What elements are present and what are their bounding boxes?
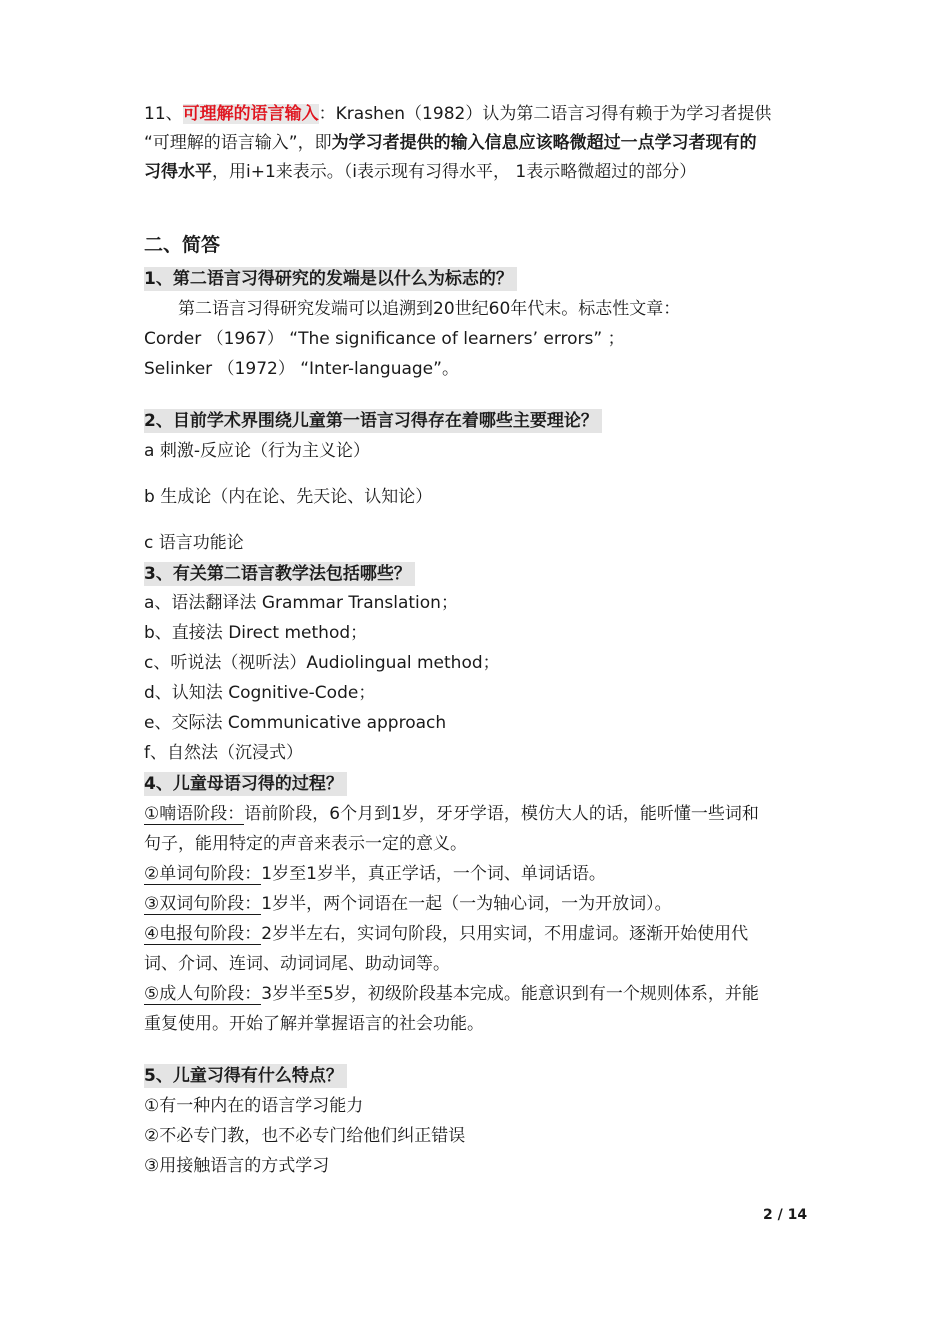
q4-stage4-line2: 词、介词、连词、动词词尾、助动词等。 <box>144 954 450 974</box>
q3-item: c、听说法（视听法）Audiolingual method； <box>144 653 500 673</box>
item11-term: 可理解的语言输入 <box>182 104 319 124</box>
q5-item: ③用接触语言的方式学习 <box>144 1156 330 1176</box>
q4-stage4-text: 2岁半左右，实词句阶段，只用实词，不用虚词。逐渐开始使用代 <box>261 924 749 944</box>
item11-line3-rest: ，用i+1来表示。（i表示现有习得水平， 1表示略微超过的部分） <box>212 162 697 182</box>
section-title: 二、简答 <box>144 234 221 256</box>
q2-item: a 刺激-反应论（行为主义论） <box>144 441 370 461</box>
item11-line3 <box>144 161 696 183</box>
q3-item: b、直接法 Direct method； <box>144 623 368 643</box>
q4-stage1-text: 语前阶段，6个月到1岁，牙牙学语，模仿大人的话，能听懂一些词和 <box>244 804 759 824</box>
q2-item: c 语言功能论 <box>144 533 244 553</box>
q3-item: a、语法翻译法 Grammar Translation； <box>144 593 458 613</box>
item11-line1-text: Krashen（1982）认为第二语言习得有赖于为学习者提供 <box>335 104 772 124</box>
q4-stage2-text: 1岁至1岁半，真正学话，一个词、单词话语。 <box>261 864 606 884</box>
q5-item: ①有一种内在的语言学习能力 <box>144 1096 364 1116</box>
q3-item: d、认知法 Cognitive-Code； <box>144 683 376 703</box>
q5-item: ②不必专门教，也不必专门给他们纠正错误 <box>144 1126 466 1146</box>
q1-line: 第二语言习得研究发端可以追溯到20世纪60年代末。标志性文章： <box>178 299 681 319</box>
q4-stage4-line1 <box>144 923 748 945</box>
item11-line2-bold: 为学习者提供的输入信息应该略微超过一点学习者现有的 <box>331 133 757 153</box>
q4-stage2-line1 <box>144 863 606 885</box>
q4-stage1-line2: 句子，能用特定的声音来表示一定的意义。 <box>144 834 467 854</box>
item11-line2 <box>144 132 757 154</box>
q4-stage4-label: ④电报句阶段： <box>144 924 262 944</box>
q2-item: b 生成论（内在论、先天论、认知论） <box>144 487 433 507</box>
q2-heading: 2、目前学术界围绕儿童第一语言习得存在着哪些主要理论？ <box>144 409 602 433</box>
q4-stage1-line1 <box>144 803 759 825</box>
q4-stage5-line1 <box>144 983 759 1005</box>
q4-stage3-line1 <box>144 893 672 915</box>
q4-stage2-label: ②单词句阶段： <box>144 864 262 884</box>
q4-stage5-label: ⑤成人句阶段： <box>144 984 262 1004</box>
q3-item: e、交际法 Communicative approach <box>144 713 447 733</box>
q4-stage3-text: 1岁半，两个词语在一起（一为轴心词，一为开放词）。 <box>261 894 672 914</box>
q1-heading: 1、第二语言习得研究的发端是以什么为标志的？ <box>144 267 517 291</box>
q4-stage1-label: ①喃语阶段： <box>144 804 245 824</box>
q5-heading: 5、儿童习得有什么特点？ <box>144 1064 347 1088</box>
q1-line: Selinker （1972） “Inter-language”。 <box>144 359 459 379</box>
item11-line1 <box>144 103 771 125</box>
q1-line: Corder （1967） “The significance of learners’ errors” ； <box>144 329 625 349</box>
q3-item: f、自然法（沉浸式） <box>144 743 303 763</box>
item11-colon: ： <box>318 104 336 124</box>
q4-heading: 4、儿童母语习得的过程？ <box>144 772 347 796</box>
q4-stage5-text: 3岁半至5岁，初级阶段基本完成。能意识到有一个规则体系，并能 <box>261 984 759 1004</box>
q3-heading: 3、有关第二语言教学法包括哪些？ <box>144 562 415 586</box>
item11-line2-start: “可理解的语言输入”，即 <box>144 133 332 153</box>
item11-number: 11、 <box>144 104 183 124</box>
q4-stage5-line2: 重复使用。开始了解并掌握语言的社会功能。 <box>144 1014 484 1034</box>
q4-stage3-label: ③双词句阶段： <box>144 894 262 914</box>
item11-line3-bold: 习得水平 <box>144 162 212 182</box>
page-number: 2 / 14 <box>763 1207 808 1223</box>
